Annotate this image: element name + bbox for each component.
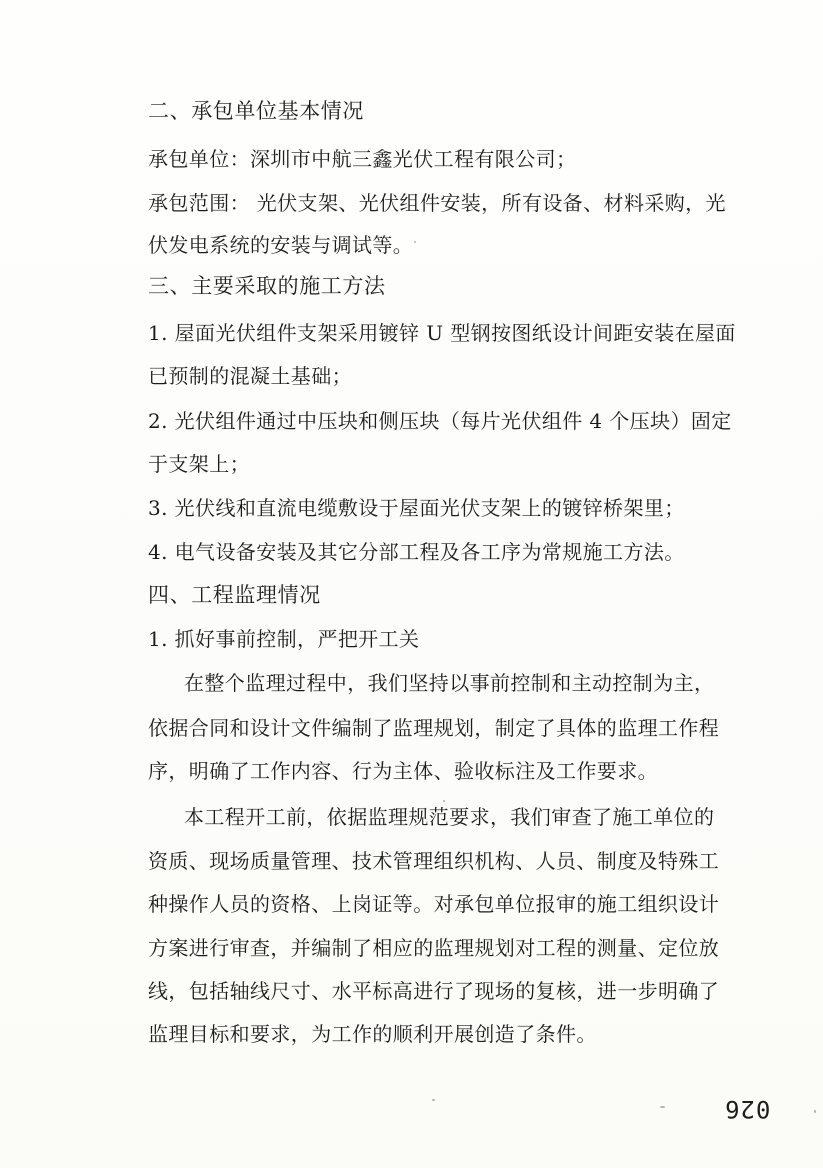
paragraph-2-line-5: 线，包括轴线尺寸、水平标高进行了现场的复核，进一步明确了 <box>148 979 720 1003</box>
paragraph-2-line-1: 本工程开工前，依据监理规范要求，我们审查了施工单位的 <box>184 805 715 829</box>
contractor-line: 承包单位：深圳市中航三鑫光伏工程有限公司； <box>148 147 577 171</box>
section-3-heading: 三、主要采取的施工方法 <box>148 274 386 298</box>
method-item-1-line-2: 已预制的混凝土基础； <box>148 364 352 388</box>
scan-speck <box>414 241 416 243</box>
method-item-1-line-1: 1. 屋面光伏组件支架采用镀锌 U 型钢按图纸设计间距安装在屋面 <box>148 321 736 345</box>
paragraph-1-line-2: 依据合同和设计文件编制了监理规划，制定了具体的监理工作程 <box>148 716 720 740</box>
scan-speck <box>814 1110 816 1113</box>
paragraph-2-line-2: 资质、现场质量管理、技术管理组织机构、人员、制度及特殊工 <box>148 849 720 873</box>
paragraph-1-line-1: 在整个监理过程中，我们坚持以事前控制和主动控制为主， <box>184 671 715 695</box>
paragraph-2-line-4: 方案进行审查，并编制了相应的监理规划对工程的测量、定位放 <box>148 936 720 960</box>
section-4-heading: 四、工程监理情况 <box>148 583 321 607</box>
scan-speck <box>660 1106 665 1108</box>
page-number: 026 <box>724 1095 771 1123</box>
paragraph-1-line-3: 序，明确了工作内容、行为主体、验收标注及工作要求。 <box>148 759 658 783</box>
method-item-2-line-2: 于支架上； <box>148 452 250 476</box>
method-item-4-line: 4. 电气设备安装及其它分部工程及各工序为常规施工方法。 <box>148 540 685 564</box>
section-4-subheading: 1. 抓好事前控制，严把开工关 <box>148 627 420 651</box>
method-item-3-line: 3. 光伏线和直流电缆敷设于屋面光伏支架上的镀锌桥架里； <box>148 496 685 520</box>
scan-speck <box>432 1099 435 1101</box>
scope-line-1: 承包范围： 光伏支架、光伏组件安装，所有设备、材料采购，光 <box>148 191 726 215</box>
section-2-heading: 二、承包单位基本情况 <box>148 99 364 123</box>
paragraph-2-line-6: 监理目标和要求，为工作的顺利开展创造了条件。 <box>148 1022 597 1046</box>
scan-speck <box>443 800 445 802</box>
method-item-2-line-1: 2. 光伏组件通过中压块和侧压块（每片光伏组件 4 个压块）固定 <box>148 409 732 433</box>
paragraph-2-line-3: 种操作人员的资格、上岗证等。对承包单位报审的施工组织设计 <box>148 892 720 916</box>
scope-line-2: 伏发电系统的安装与调试等。 <box>148 233 414 257</box>
